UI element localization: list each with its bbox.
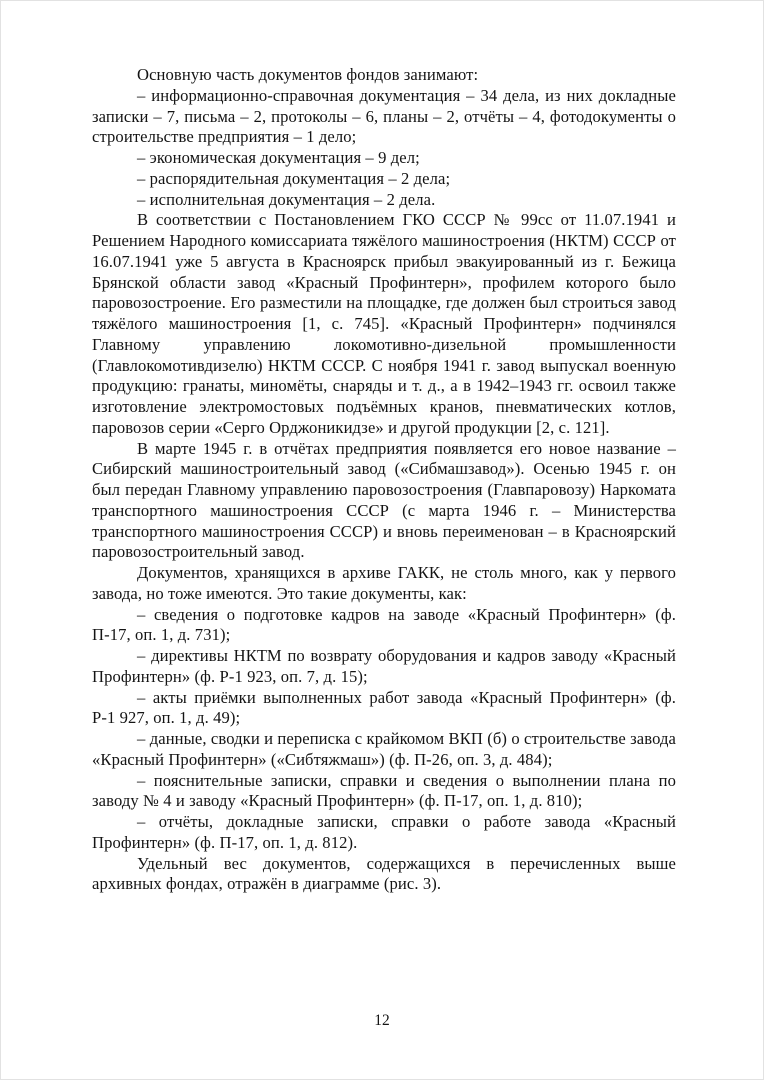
paragraph: – директивы НКТМ по возврату оборудования и кадров заводу «Красный Профинтерн» (ф. Р-1 923, оп. 7, д. 15); — [92, 646, 676, 686]
paragraph: – данные, сводки и переписка с крайкомом ВКП (б) о строительстве завода «Красный Профинтерн» («Сибтяжмаш») (ф. П-26, оп. 3, д. 484); — [92, 729, 676, 769]
paragraph: – пояснительные записки, справки и сведения о выполнении плана по заводу № 4 и заводу «Красный Профинтерн» (ф. П-17, оп. 1, д. 810); — [92, 770, 676, 811]
paragraph: – акты приёмки выполненных работ завода «Красный Профинтерн» (ф. Р-1 927, оп. 1, д. 49); — [92, 687, 676, 728]
paragraph: – исполнительная документация – 2 дела. — [137, 189, 436, 209]
paragraph: Удельный вес документов, содержащихся в перечисленных выше архивных фондах, отражён в диаграмме (рис. 3). — [92, 853, 676, 894]
paragraph: – сведения о подготовке кадров на заводе «Красный Профинтерн» (ф. П-17, оп. 1, д. 731); — [92, 604, 676, 645]
page-number: 12 — [374, 1012, 390, 1029]
paragraph: В марте 1945 г. в отчётах предприятия появляется его новое название – Сибирский машиностроительный завод («Сибмашзавод»). Осенью 1945 г. он был передан Главному управлению паровозостроения (Главпаровозу) Наркомата транспортного машиностроения СССР (с марта 1946 г. – Министерства транспортного машиностроения СССР) и вновь переименован – в Красноярский паровозостроительный завод. — [92, 438, 676, 562]
paragraph: – распорядительная документация – 2 дела; — [137, 168, 451, 188]
paragraph: – экономическая документация – 9 дел; — [137, 148, 420, 167]
paragraph: Документов, хранящихся в архиве ГАКК, не столь много, как у первого завода, но тоже имеются. Это такие документы, как: — [92, 563, 676, 603]
paragraph: Основную часть документов фондов занимают: — [137, 65, 479, 84]
paragraph: – отчёты, докладные записки, справки о работе завода «Красный Профинтерн» (ф. П-17, оп. 1, д. 812). — [92, 812, 676, 852]
paragraph: – информационно-справочная документация – 34 дела, из них докладные записки – 7, письма – 2, протоколы – 6, планы – 2, отчёты – 4, фотодокументы о строительстве предприятия – 1 дело; — [92, 85, 676, 147]
page-body — [92, 65, 676, 895]
paragraph: В соответствии с Постановлением ГКО СССР № 99сс от 11.07.1941 и Решением Народного комиссариата тяжёлого машиностроения (НКТМ) СССР от 16.07.1941 уже 5 августа в Красноярск прибыл эвакуированный из г. Бежица Брянской области завод «Красный Профинтерн», профилем которого было паровозостроение. Его разместили на площадке, где должен был строиться завод тяжёлого машиностроения [1, с. 745]. «Красный Профинтерн» подчинялся Главному управлению локомотивно-дизельной промышленности (Главлокомотивдизелю) НКТМ СССР. С ноября 1941 г. завод выпускал военную продукцию: гранаты, миномёты, снаряды и т. д., а в 1942–1943 гг. освоил также изготовление электромостовых подъёмных кранов, пневматических котлов, паровозов серии «Серго Орджоникидзе» и другой продукции [2, с. 121]. — [92, 210, 676, 437]
